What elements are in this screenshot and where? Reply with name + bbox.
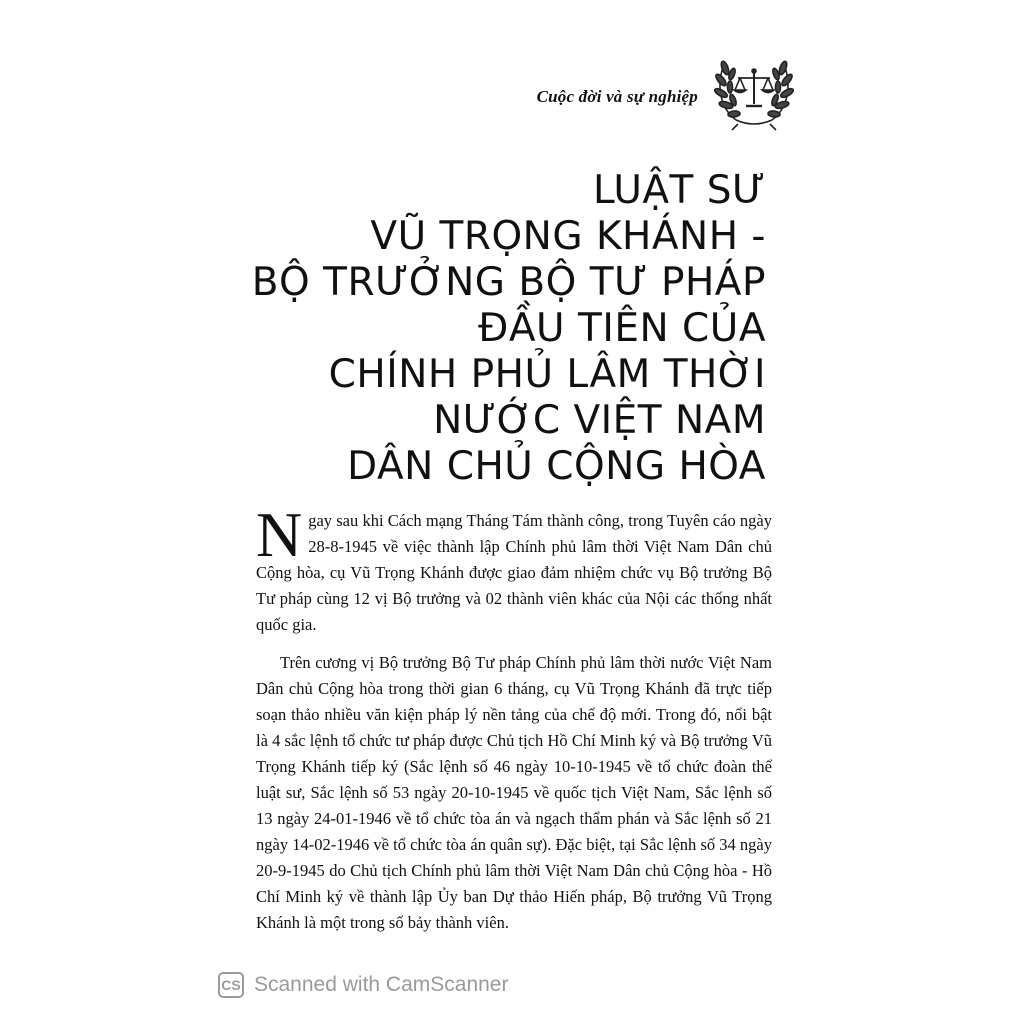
title-line: NƯỚC VIỆT NAM: [433, 398, 766, 443]
title-line: DÂN CHỦ CỘNG HÒA: [347, 444, 766, 489]
paragraph-text: gay sau khi Cách mạng Tháng Tám thành công, trong Tuyên cáo ngày 28-8-1945 về việc thành lập Chính phủ lâm thời Việt Nam Dân chủ Cộng hòa, cụ Vũ Trọng Khánh được giao đảm nhiệm chức vụ Bộ trưởng Bộ Tư pháp cùng 12 vị Bộ trưởng và 02 thành viên khác của Nội các thống nhất quốc gia.: [256, 511, 772, 634]
drop-cap: N: [256, 499, 303, 570]
paragraph: [256, 499, 772, 638]
chapter-title: [252, 168, 766, 490]
body-text: [256, 499, 772, 948]
title-line: LUẬT SƯ: [593, 168, 766, 213]
title-line: ĐẦU TIÊN CỦA: [478, 306, 766, 351]
watermark-text: Scanned with CamScanner: [254, 973, 509, 996]
scanner-watermark: [218, 972, 508, 998]
camscanner-logo-icon: CS: [218, 972, 244, 998]
scales-laurel-icon: [706, 40, 802, 136]
page-header: [537, 40, 802, 136]
running-title: Cuộc đời và sự nghiệp: [536, 87, 698, 106]
title-line: CHÍNH PHỦ LÂM THỜI: [328, 352, 766, 397]
paragraph: Trên cương vị Bộ trưởng Bộ Tư pháp Chính phủ lâm thời nước Việt Nam Dân chủ Cộng hòa trong thời gian 6 tháng, cụ Vũ Trọng Khánh đã trực tiếp soạn thảo nhiều văn kiện pháp lý nền tảng của chế độ mới. Trong đó, nổi bật là 4 sắc lệnh tổ chức tư pháp được Chủ tịch Hồ Chí Minh ký và Bộ trưởng Vũ Trọng Khánh tiếp ký (Sắc lệnh số 46 ngày 10-10-1945 về tổ chức đoàn thể luật sư, Sắc lệnh số 53 ngày 20-10-1945 về quốc tịch Việt Nam, Sắc lệnh số 13 ngày 24-01-1946 về tổ chức tòa án và ngạch thẩm phán và Sắc lệnh số 21 ngày 14-02-1946 về tổ chức tòa án quân sự). Đặc biệt, tại Sắc lệnh số 34 ngày 20-9-1945 do Chủ tịch Chính phủ lâm thời Việt Nam Dân chủ Cộng hòa - Hồ Chí Minh ký về thành lập Ủy ban Dự thảo Hiến pháp, Bộ trưởng Vũ Trọng Khánh là một trong số bảy thành viên.: [256, 653, 772, 932]
title-line: BỘ TRƯỞNG BỘ TƯ PHÁP: [251, 260, 766, 305]
title-line: VŨ TRỌNG KHÁNH -: [370, 214, 766, 259]
